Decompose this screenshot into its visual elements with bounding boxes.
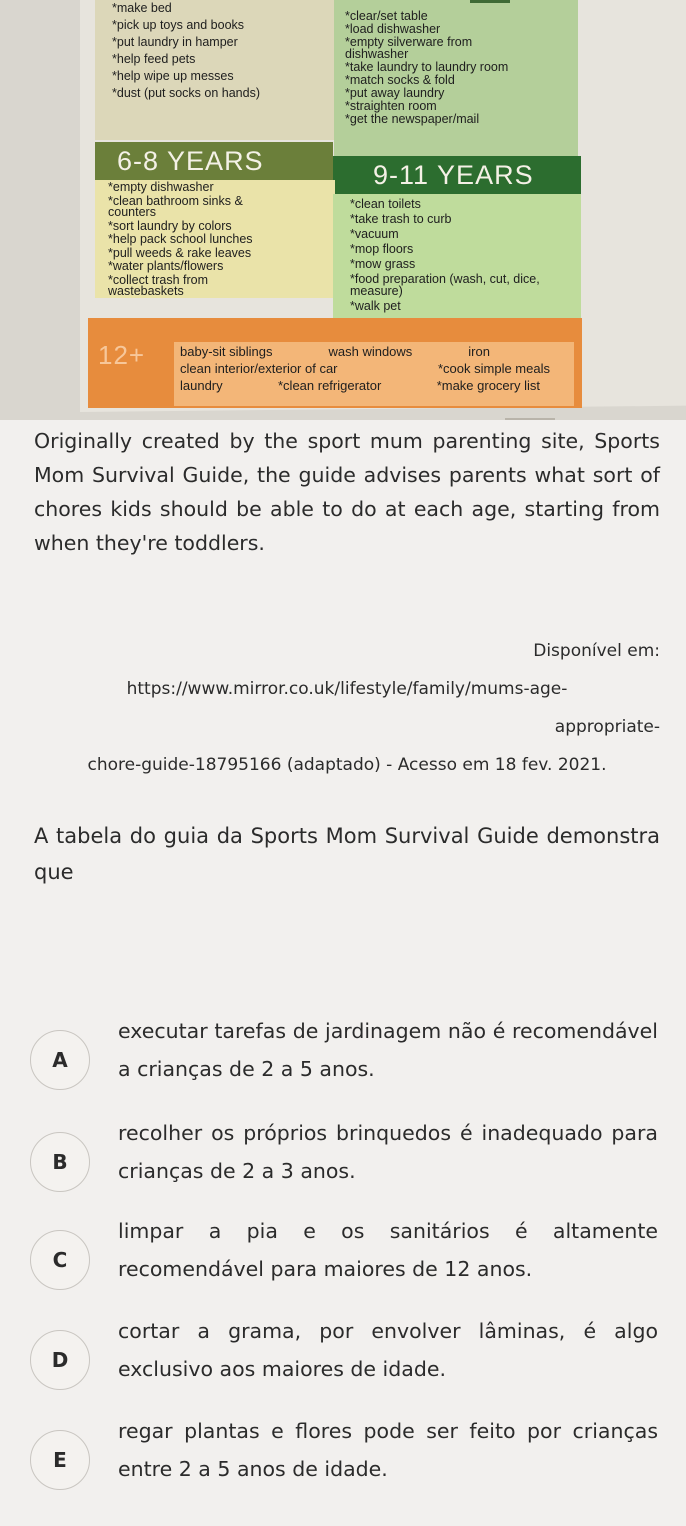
- option-text-b: recolher os próprios brinquedos é inadequado para crianças de 2 a 3 anos.: [118, 1121, 658, 1183]
- chore-item: baby-sit siblings: [180, 344, 273, 359]
- source-url-line-1: https://www.mirror.co.uk/lifestyle/family/mums-age-: [126, 679, 568, 699]
- option-letter-a[interactable]: A: [30, 1030, 90, 1090]
- intro-paragraph: Originally created by the sport mum parenting site, Sports Mom Survival Guide, the guide advises parents what sort of chores kids should be able to do at each age, starting from when they're toddlers.: [34, 429, 660, 555]
- chore-item: *walk pet: [350, 299, 401, 313]
- chore-item: *load dishwasher: [345, 22, 441, 36]
- option-d[interactable]: [30, 1310, 660, 1400]
- option-letter-c[interactable]: C: [30, 1230, 90, 1290]
- top-header-sliver: [470, 0, 510, 3]
- option-letter-e[interactable]: E: [30, 1430, 90, 1490]
- chores-ages-6-8: [108, 182, 330, 300]
- question-stem: A tabela do guia da Sports Mom Survival Guide demonstra que: [34, 824, 660, 884]
- chore-item: *sort laundry by colors: [108, 218, 232, 233]
- chore-item: *get the newspaper/mail: [345, 112, 480, 126]
- chore-item: *pull weeds & rake leaves: [108, 245, 252, 260]
- chores-ages-4-5: [345, 10, 570, 126]
- chore-item: *vacuum: [350, 227, 399, 241]
- chore-item: *help wipe up messes: [112, 69, 234, 83]
- chore-item: *cook simple meals: [438, 361, 550, 376]
- chore-item: *empty silverware from dishwasher: [345, 35, 473, 61]
- chores-ages-2-3: [112, 2, 332, 104]
- chore-item: *match socks & fold: [345, 73, 455, 87]
- chore-item: laundry: [180, 378, 223, 393]
- chore-chart-photo: [0, 0, 686, 420]
- chore-item: iron: [468, 344, 490, 359]
- option-c[interactable]: [30, 1210, 660, 1300]
- chore-item: *make bed: [112, 1, 172, 15]
- chore-item: *mop floors: [350, 242, 414, 256]
- option-text-d: cortar a grama, por envolver lâminas, é algo exclusivo aos maiores de idade.: [118, 1319, 658, 1381]
- chore-item: *straighten room: [345, 99, 437, 113]
- option-text-e: regar plantas e flores pode ser feito por crianças entre 2 a 5 anos de idade.: [118, 1419, 658, 1481]
- chores-ages-12-plus: [180, 344, 576, 395]
- chore-item: *collect trash from wastebaskets: [108, 272, 209, 298]
- chores-ages-9-11: [350, 198, 578, 315]
- chore-item: *empty dishwasher: [108, 180, 214, 194]
- chore-item: *put away laundry: [345, 86, 445, 100]
- source-citation: [34, 632, 660, 784]
- chore-item: *water plants/flowers: [108, 259, 224, 273]
- option-text-c: limpar a pia e os sanitários é altamente recomendável para maiores de 12 anos.: [118, 1219, 658, 1281]
- chore-item: *clean bathroom sinks & counters: [108, 193, 243, 219]
- chore-item: *put laundry in hamper: [112, 35, 238, 49]
- chore-item: *take laundry to laundry room: [345, 60, 509, 74]
- chore-item: *mow grass: [350, 257, 416, 271]
- chore-item: *food preparation (wash, cut, dice, measure): [350, 272, 540, 298]
- option-b[interactable]: [30, 1112, 660, 1202]
- chore-item: wash windows: [328, 344, 413, 359]
- source-url-line-2: appropriate-: [554, 717, 660, 737]
- divider: [505, 418, 555, 420]
- chore-item: *make grocery list: [436, 378, 540, 393]
- age-heading-12-plus: 12+: [98, 340, 146, 370]
- chore-item: *pick up toys and books: [112, 18, 245, 32]
- option-letter-b[interactable]: B: [30, 1132, 90, 1192]
- option-letter-d[interactable]: D: [30, 1330, 90, 1390]
- option-text-a: executar tarefas de jardinagem não é recomendável a crianças de 2 a 5 anos.: [118, 1019, 658, 1081]
- chore-item: *help feed pets: [112, 52, 196, 66]
- age-heading-9-11: 9-11 YEARS: [333, 156, 581, 194]
- source-label: Disponível em:: [533, 641, 660, 661]
- chore-item: *take trash to curb: [350, 212, 452, 226]
- chore-item: *dust (put socks on hands): [112, 86, 260, 100]
- chore-item: *clean refrigerator: [278, 378, 382, 393]
- option-e[interactable]: [30, 1410, 660, 1500]
- chore-item: clean interior/exterior of car: [180, 361, 338, 376]
- age-heading-6-8: 6-8 YEARS: [95, 142, 333, 180]
- chore-item: *clean toilets: [350, 197, 421, 211]
- chore-row: [180, 378, 540, 395]
- chore-row: [180, 361, 550, 378]
- chore-item: *help pack school lunches: [108, 232, 253, 246]
- source-url-line-3: chore-guide-18795166 (adaptado) - Acesso em 18 fev. 2021.: [87, 755, 607, 775]
- chore-item: *clear/set table: [345, 9, 428, 23]
- option-a[interactable]: [30, 1010, 660, 1100]
- chore-row: [180, 344, 490, 361]
